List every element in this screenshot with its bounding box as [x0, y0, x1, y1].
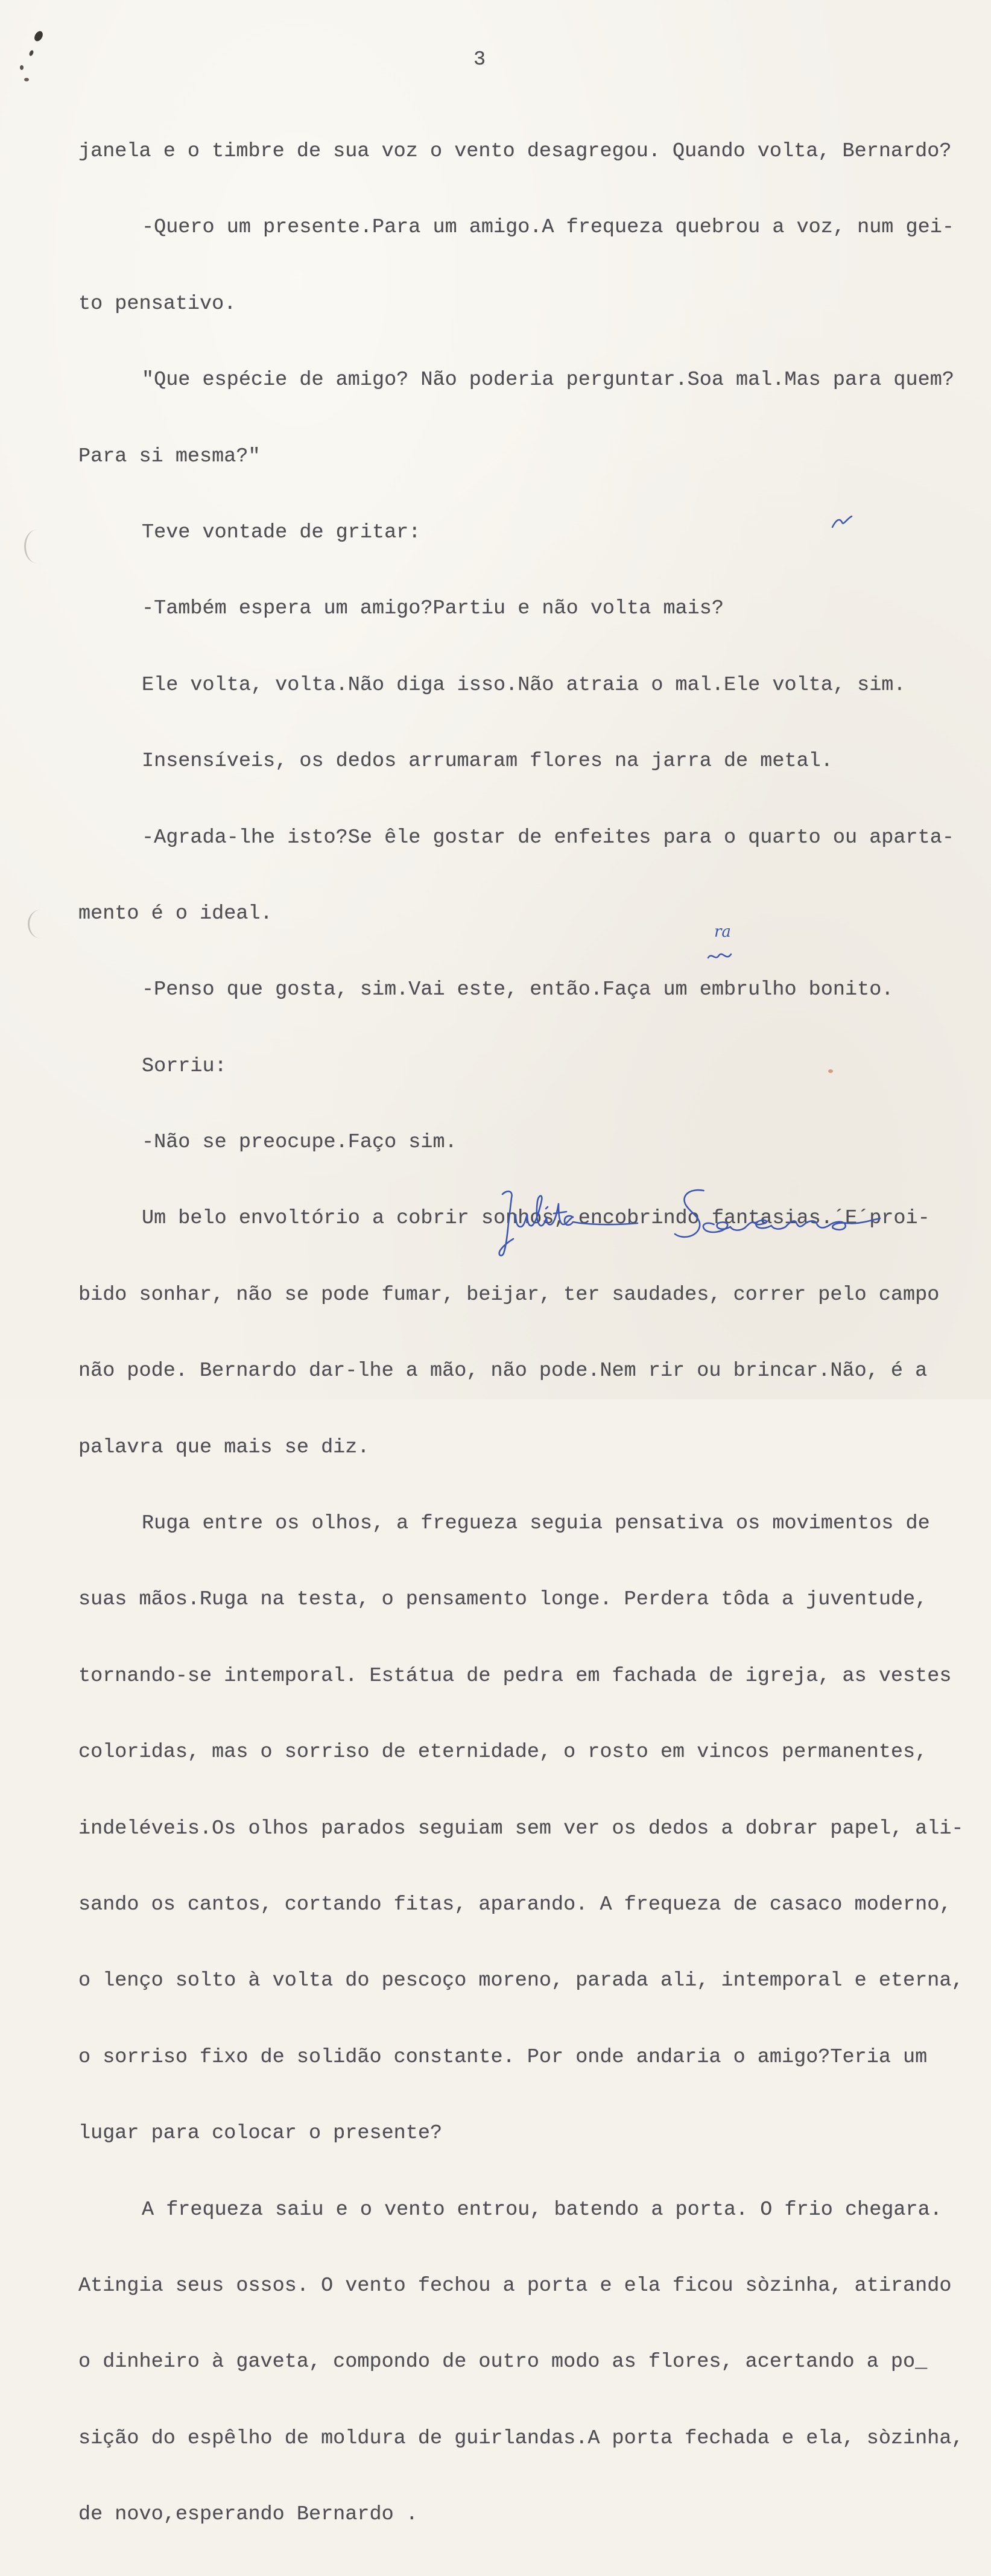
text-line: mento é o ideal.: [78, 902, 273, 925]
handwritten-signature: [495, 1186, 881, 1261]
text-line: sição do espêlho de moldura de guirlandas.A porta fechada e ela, sòzinha,: [78, 2426, 964, 2450]
typed-body-text: [78, 90, 983, 2576]
text-line: A frequeza saiu e o vento entrou, batendo a porta. O frio chegara.: [142, 2198, 942, 2221]
text-line: Atingia seus ossos. O vento fechou a porta e ela ficou sòzinha, atirando: [78, 2274, 952, 2297]
text-line: palavra que mais se diz.: [78, 1435, 370, 1459]
ink-specks: [14, 28, 51, 88]
text-line: o dinheiro à gaveta, compondo de outro modo as flores, acertando a po_: [78, 2350, 928, 2374]
text-line: Insensíveis, os dedos arrumaram flores na jarra de metal.: [142, 750, 833, 773]
text-line: janela e o timbre de sua voz o vento desagregou. Quando volta, Bernardo?: [78, 140, 952, 163]
text-line: suas mãos.Ruga na testa, o pensamento longe. Perdera tôda a juventude,: [78, 1588, 928, 1612]
text-line: Sorriu:: [142, 1054, 227, 1078]
text-line: Para si mesma?": [78, 445, 261, 468]
text-line: -Penso que gosta, sim.Vai este, então.Faça um embrulho bonito.: [142, 978, 894, 1002]
text-line: sando os cantos, cortando fitas, aparando. A frequeza de casaco moderno,: [78, 1893, 952, 1916]
text-line: "Que espécie de amigo? Não poderia perguntar.Soa mal.Mas para quem?: [142, 369, 954, 392]
text-line: -Não se preocupe.Faço sim.: [142, 1131, 457, 1154]
pen-overstrike: [706, 948, 736, 966]
text-line: Um belo envoltório a cobrir sonhos, encobrindo fantasias.´E´proi-: [142, 1207, 930, 1230]
text-line: lugar para colocar o presente?: [78, 2122, 443, 2145]
handwritten-correction: ra: [714, 923, 731, 941]
text-line: indeléveis.Os olhos parados seguiam sem ver os dedos a dobrar papel, ali-: [78, 1817, 964, 1840]
text-line: Teve vontade de gritar:: [142, 521, 421, 544]
text-line: -Agrada-lhe isto?Se êle gostar de enfeites para o quarto ou aparta-: [142, 826, 954, 849]
text-line: o sorriso fixo de solidão constante. Por onde andaria o amigo?Teria um: [78, 2045, 928, 2069]
text-line: -Também espera um amigo?Partiu e não volta mais?: [142, 597, 724, 621]
text-line: Ruga entre os olhos, a fregueza seguia pensativa os movimentos de: [142, 1512, 930, 1536]
text-line: de novo,esperando Bernardo .: [78, 2503, 418, 2527]
text-line: Ele volta, volta.Não diga isso.Não atraia o mal.Ele volta, sim.: [142, 673, 906, 697]
text-line: não pode. Bernardo dar-lhe a mão, não pode.Nem rir ou brincar.Não, é a: [78, 1359, 928, 1383]
text-line: coloridas, mas o sorriso de eternidade, o rosto em vincos permanentes,: [78, 1741, 928, 1764]
ink-speck: [826, 1068, 835, 1075]
text-line: o lenço solto à volta do pescoço moreno, parada ali, intemporal e eterna,: [78, 1969, 964, 1993]
text-line: to pensativo.: [78, 292, 236, 315]
text-line: tornando-se intemporal. Estátua de pedra em fachada de igreja, as vestes: [78, 1664, 952, 1688]
text-line: bido sonhar, não se pode fumar, beijar, ter saudades, correr pelo campo: [78, 1283, 940, 1306]
page-number: 3: [473, 48, 486, 71]
pen-mark: [830, 514, 854, 532]
punch-hole-shadow: [24, 530, 50, 563]
text-line: -Quero um presente.Para um amigo.A frequeza quebrou a voz, num gei-: [142, 216, 954, 239]
punch-hole-shadow: [28, 910, 54, 938]
